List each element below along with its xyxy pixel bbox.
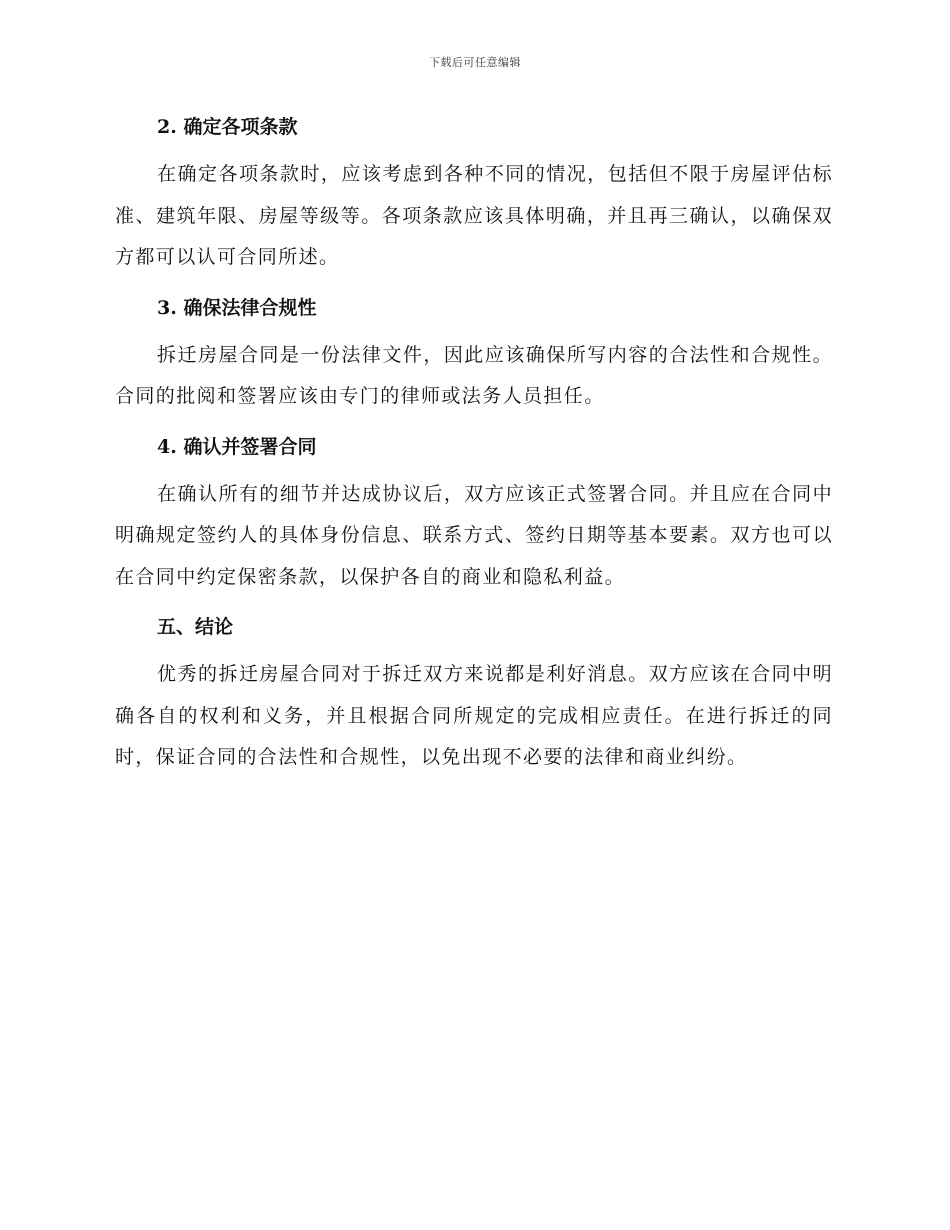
- section-paragraph: 优秀的拆迁房屋合同对于拆迁双方来说都是利好消息。双方应该在合同中明确各自的权利和义务，并且根据合同所规定的完成相应责任。在进行拆迁的同时，保证合同的合法性和合规性，以免出现不必要的法律和商业纠纷。: [115, 663, 833, 768]
- section-conclusion: [115, 606, 833, 779]
- page-header: 下载后可任意编辑: [429, 56, 521, 69]
- document-body: [115, 106, 833, 787]
- section-determine-terms: [115, 106, 833, 279]
- section-heading: 4. 确认并签署合同: [157, 435, 317, 458]
- section-paragraph: 拆迁房屋合同是一份法律文件，因此应该确保所写内容的合法性和合规性。合同的批阅和签署应该由专门的律师或法务人员担任。: [115, 343, 833, 407]
- section-paragraph: 在确定各项条款时，应该考虑到各种不同的情况，包括但不限于房屋评估标准、建筑年限、房屋等级等。各项条款应该具体明确，并且再三确认，以确保双方都可以认可合同所述。: [115, 163, 833, 268]
- section-paragraph: 在确认所有的细节并达成协议后，双方应该正式签署合同。并且应在合同中明确规定签约人的具体身份信息、联系方式、签约日期等基本要素。双方也可以在合同中约定保密条款，以保护各自的商业和隐私利益。: [115, 482, 833, 588]
- section-heading: 五、结论: [157, 616, 234, 638]
- section-legal-compliance: [115, 287, 833, 418]
- section-heading: 2. 确定各项条款: [157, 116, 298, 138]
- section-confirm-sign: [115, 426, 833, 599]
- section-heading: 3. 确保法律合规性: [157, 296, 317, 319]
